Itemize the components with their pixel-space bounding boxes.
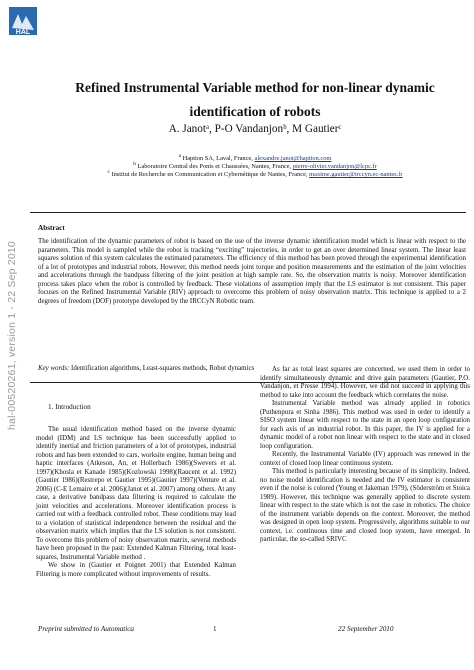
page-number: 1 bbox=[213, 625, 217, 633]
affiliation-text: Laboratoire Central des Ponts et Chaussées, Nantes, France, bbox=[137, 163, 293, 171]
paper-title-line1: Refined Instrumental Variable method for non-linear dynamic bbox=[75, 80, 435, 95]
affiliation-c bbox=[44, 168, 466, 179]
keywords-text: Identification algorithms, Least-squares methods, Robot dynamics bbox=[69, 365, 255, 372]
affiliation-mark: b bbox=[133, 161, 136, 167]
paragraph: Instrumental Variable method was already applied in robotics (Puthenpura et Sinha 1986). This method was used in order to identify a SISO system linear with respect to the state in an open loop configuration for each axis of an industrial robot. In this paper, the IV is applied for a dynamic model of a robot non linear with respect to the state and in closed loop configuration. bbox=[260, 400, 470, 450]
paragraph: Recently, the Instrumental Variable (IV) approach was renewed in the context of closed loop linear continuous system. bbox=[260, 451, 470, 467]
email-link-c[interactable]: maxime.gautier@irccyn.ec-nantes.fr bbox=[309, 171, 403, 179]
paragraph: This method is particularly interesting because of its simplicity. Indeed, no noise model identification is needed and the IV estimator is consistent even if the noise is colored (Young et Jakeman 1979), (Söderström et Stoica 1989). However, this technique was generally applied to discrete system linear with respect to the state which is not the case in robotics. The choice of the instrument variable depends on the context. Moreover, the method was designed in open loop system. Progressively, algorithms suitable to our context, i.e. continuous time and closed loop system, have emerged. In particular, the so-called SRIVC bbox=[260, 468, 470, 543]
paragraph: As far as total least squares are concerned, we used them in order to identify simultaneously dynamic and drive gain parameters (Gautier, P.O. Vandanjon, et Presse 1994). However, we did not succeed in applying this method to take into account the feedback which correlates the noise. bbox=[260, 366, 470, 399]
abstract-text: The identification of the dynamic parameters of robot is based on the use of the inverse dynamic identification model which is linear with respect to the parameters. This model is sampled while the robot is tracking “exciting” trajectories, in order to get an over determined linear system. The linear least squares solution of this system calculates the estimated parameters. The efficiency of this method has been proved through the experimental identification of a lot of prototypes and industrial robots. However, this method needs joint torque and position measurements and the estimation of the joint velocities and accelerations through the bandpass filtering of the joint position at high sample rate. So, the observation matrix is noisy. Moreover identification process takes place when the robot is controlled by feedback. These violations of assumption imply that the LS estimator is not consistent. This paper focuses on the Refined Instrumental Variable (RIV) approach to overcome this problem of noisy observation matrix. This technique is applied to a 2 degrees of freedom (DOF) prototype developed by the IRCCyN Robotic team. bbox=[38, 238, 466, 305]
email-link-b[interactable]: pierre-olivier.vandanjon@lcpc.fr bbox=[292, 163, 377, 171]
divider-top bbox=[30, 212, 466, 213]
right-column bbox=[260, 366, 470, 545]
footer-journal: Preprint submitted to Automatica bbox=[38, 625, 135, 633]
footer-date: 22 September 2010 bbox=[338, 625, 394, 633]
email-link-a[interactable]: alexandre.janot@haption.com bbox=[254, 155, 332, 163]
left-column bbox=[36, 418, 236, 579]
affiliation-text: Institut de Recherche en Communication et Cybernétique de Nantes, France, bbox=[111, 171, 310, 179]
affiliation-mark: a bbox=[178, 153, 181, 159]
affiliation-text: Haption SA, Laval, France, bbox=[182, 155, 255, 163]
keywords-label: Key words: bbox=[38, 365, 70, 372]
paragraph: The usual identification method based on the inverse dynamic model (IDM) and LS technique has been successfully applied to identify inertial and friction parameters of a lot of prototypes, industrial robots and has been extended to cars, worksite engine, human being and haptic interfaces (Atkeson, An, et Hollerbach 1986)(Swevers et al. 1997)(Khosla et Kanade 1985)(Kozlowski 1998)(Raucent et al. 1992)(Gautier 1986)(Restrepo et Gautier 1995)(Gautier 1997)(Venture et al. 2006) (C-E Lemaire et al. 2006)(Janot et al. 2007) among others. At any case, a derivative bandpass data filtering is required to calculate the joint velocities and accelerations. Moreover identification process is carried out with a feedback controlled robot. These conditions may lead to a violation of statistical independence between the residual and the observation matrix which implies that the LS solution is not consistent. To overcome this problem of noisy observation matrix, several methods have been proposed in the past: Extended Kalman Filtering, total least-squares, Instrumental Variable method . bbox=[36, 426, 236, 561]
abstract-heading: Abstract bbox=[38, 224, 65, 232]
paragraph: We show in (Gautier et Poignet 2001) that Extended Kalman Filtering is more complicated without improvements of results. bbox=[36, 562, 236, 578]
hal-logo bbox=[8, 6, 38, 36]
author-list: A. Janotᵃ, P-O Vandanjonᵇ, M Gautierᶜ bbox=[168, 123, 342, 135]
paper-title-line2: identification of robots bbox=[189, 104, 321, 119]
section-title: 1. Introduction bbox=[48, 403, 91, 411]
affiliation-mark: c bbox=[107, 169, 110, 175]
svg-text:HAL: HAL bbox=[15, 29, 31, 36]
hal-id-stamp: hal-00520261, version 1 - 22 Sep 2010 bbox=[6, 241, 18, 430]
